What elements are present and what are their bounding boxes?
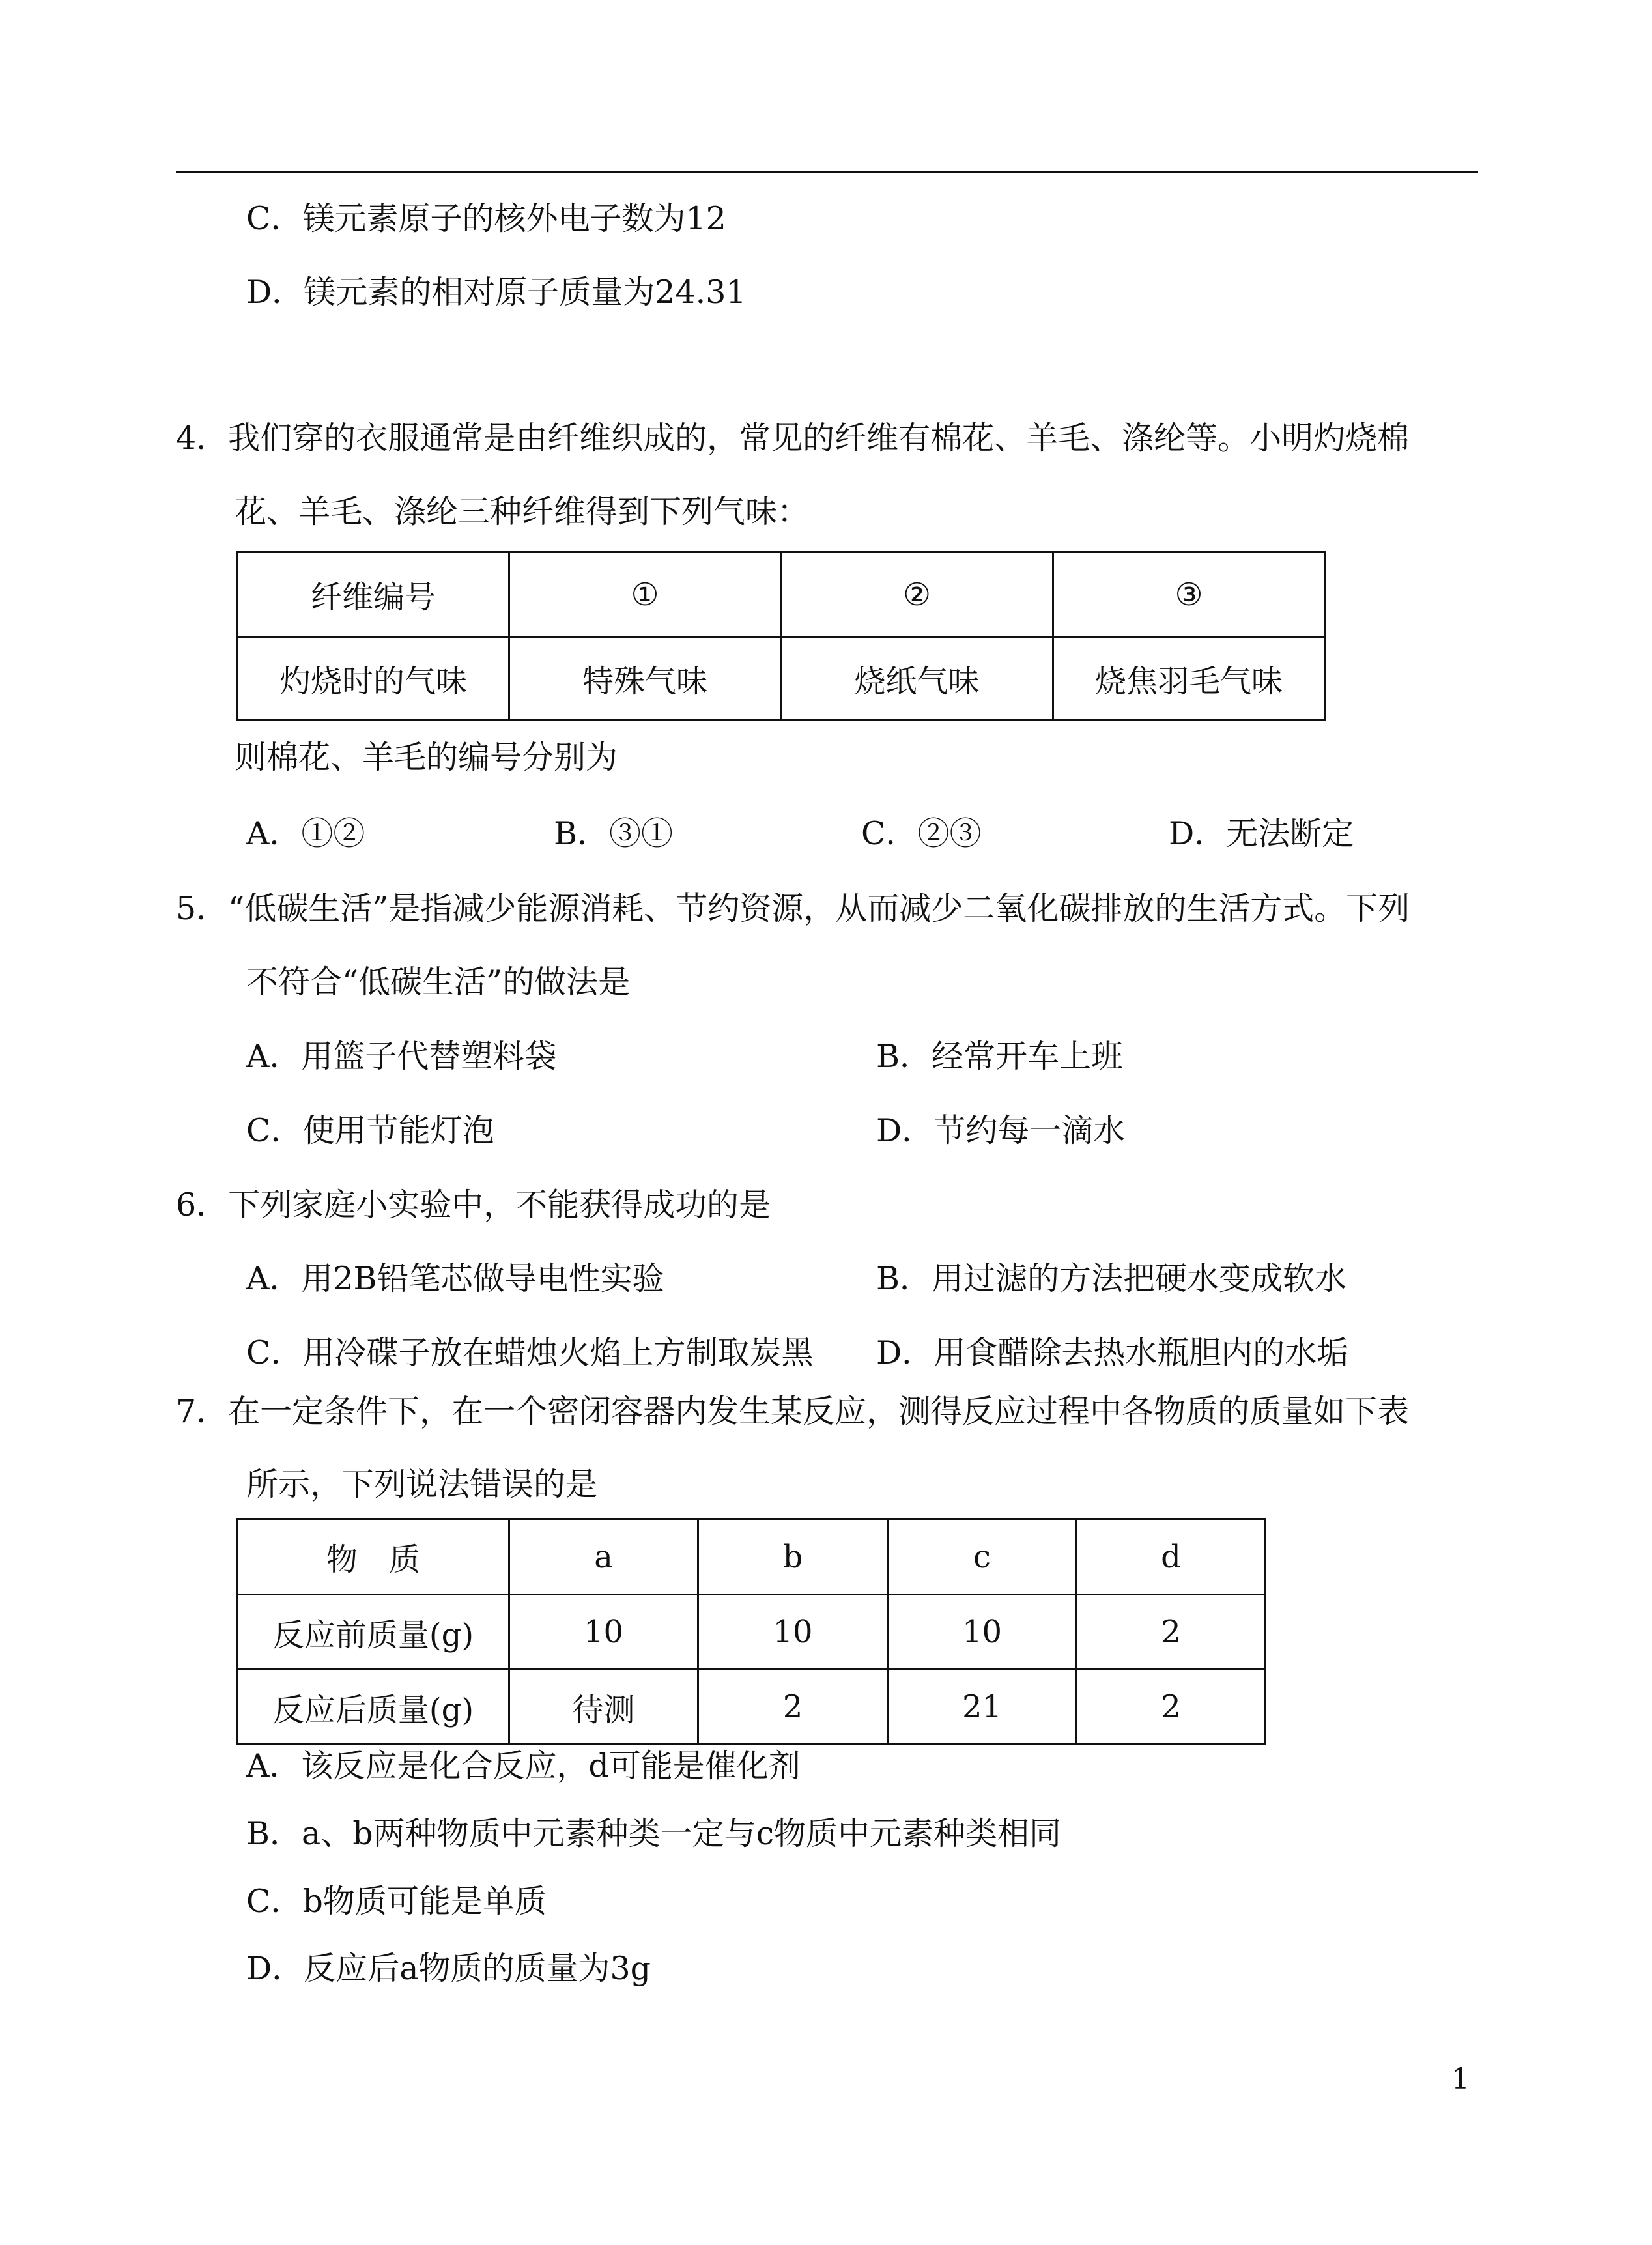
q4-cell-row-2: 烧纸气味 (781, 637, 1053, 721)
q7-cell-header-2: b (698, 1519, 888, 1595)
q6-option-a: A．用2B铅笔芯做导电性实验 (246, 1260, 664, 1297)
q7-cell-header-4: d (1077, 1519, 1266, 1595)
q7-cell-after-4: 2 (1077, 1670, 1266, 1745)
q6-option-d: D．用食醋除去热水瓶胆内的水垢 (876, 1334, 1349, 1371)
q7-cell-before-0: 反应前质量(g) (238, 1595, 509, 1670)
q7-cell-header-1: a (509, 1519, 698, 1595)
q4-cell-row-0: 灼烧时的气味 (238, 637, 509, 721)
q4-option-b: B．③① (554, 815, 674, 852)
q4-cell-row-1: 特殊气味 (509, 637, 781, 721)
q7-table-before-row (238, 1595, 1266, 1670)
q7-option-b: B．a、b两种物质中元素种类一定与c物质中元素种类相同 (246, 1815, 1062, 1852)
q7-cell-header-0: 物 质 (238, 1519, 509, 1595)
q4-option-a: A．①② (246, 815, 365, 852)
q7-cell-before-3: 10 (888, 1595, 1077, 1670)
q7-cell-before-2: 10 (698, 1595, 888, 1670)
q7-option-c: C．b物质可能是单质 (246, 1883, 547, 1920)
q7-mass-table (236, 1518, 1266, 1745)
q6-option-b: B．用过滤的方法把硬水变成软水 (876, 1260, 1347, 1297)
q6-stem: 6．下列家庭小实验中，不能获得成功的是 (176, 1186, 771, 1223)
q4-stem-line2: 花、羊毛、涤纶三种纤维得到下列气味： (235, 493, 810, 530)
q4-fiber-table (236, 551, 1326, 721)
q4-stem-line1: 4．我们穿的衣服通常是由纤维织成的，常见的纤维有棉花、羊毛、涤纶等。小明灼烧棉 (176, 420, 1410, 457)
q4-option-d: D．无法断定 (1169, 815, 1354, 852)
q7-stem-line1: 7．在一定条件下，在一个密闭容器内发生某反应，测得反应过程中各物质的质量如下表 (176, 1393, 1410, 1430)
q4-cell-row-3: 烧焦羽毛气味 (1053, 637, 1325, 721)
q7-stem-line2: 所示，下列说法错误的是 (246, 1466, 598, 1503)
q4-cell-header-3: ③ (1053, 552, 1325, 637)
q7-table-after-row (238, 1670, 1266, 1745)
q5-option-a: A．用篮子代替塑料袋 (246, 1038, 557, 1075)
q4-table-smell-row (238, 637, 1325, 721)
q4-option-c: C．②③ (861, 815, 982, 852)
q7-cell-before-1: 10 (509, 1595, 698, 1670)
q7-option-a: A．该反应是化合反应，d可能是催化剂 (246, 1747, 801, 1784)
q7-cell-after-0: 反应后质量(g) (238, 1670, 509, 1745)
q7-cell-after-1: 待测 (509, 1670, 698, 1745)
q5-stem-line2: 不符合“低碳生活”的做法是 (246, 964, 631, 1001)
q5-option-d: D．节约每一滴水 (876, 1112, 1126, 1149)
header-rule (176, 171, 1478, 173)
q4-cell-header-0: 纤维编号 (238, 552, 509, 637)
q5-stem-line1: 5．“低碳生活”是指减少能源消耗、节约资源，从而减少二氧化碳排放的生活方式。下列 (176, 890, 1410, 927)
q3-option-d: D．镁元素的相对原子质量为24.31 (246, 274, 747, 311)
q7-cell-after-3: 21 (888, 1670, 1077, 1745)
q7-option-d: D．反应后a物质的质量为3g (246, 1950, 651, 1987)
q7-cell-header-3: c (888, 1519, 1077, 1595)
q4-cell-header-1: ① (509, 552, 781, 637)
q7-table-header-row (238, 1519, 1266, 1595)
q4-table-header-row (238, 552, 1325, 637)
q5-option-c: C．使用节能灯泡 (246, 1112, 494, 1149)
q7-cell-after-2: 2 (698, 1670, 888, 1745)
q4-cell-header-2: ② (781, 552, 1053, 637)
q7-cell-before-4: 2 (1077, 1595, 1266, 1670)
q5-option-b: B．经常开车上班 (876, 1038, 1124, 1075)
page-number: 1 (1451, 2063, 1470, 2096)
q4-question: 则棉花、羊毛的编号分别为 (235, 739, 618, 776)
q3-option-c: C．镁元素原子的核外电子数为12 (246, 200, 726, 237)
q6-option-c: C．用冷碟子放在蜡烛火焰上方制取炭黑 (246, 1334, 814, 1371)
